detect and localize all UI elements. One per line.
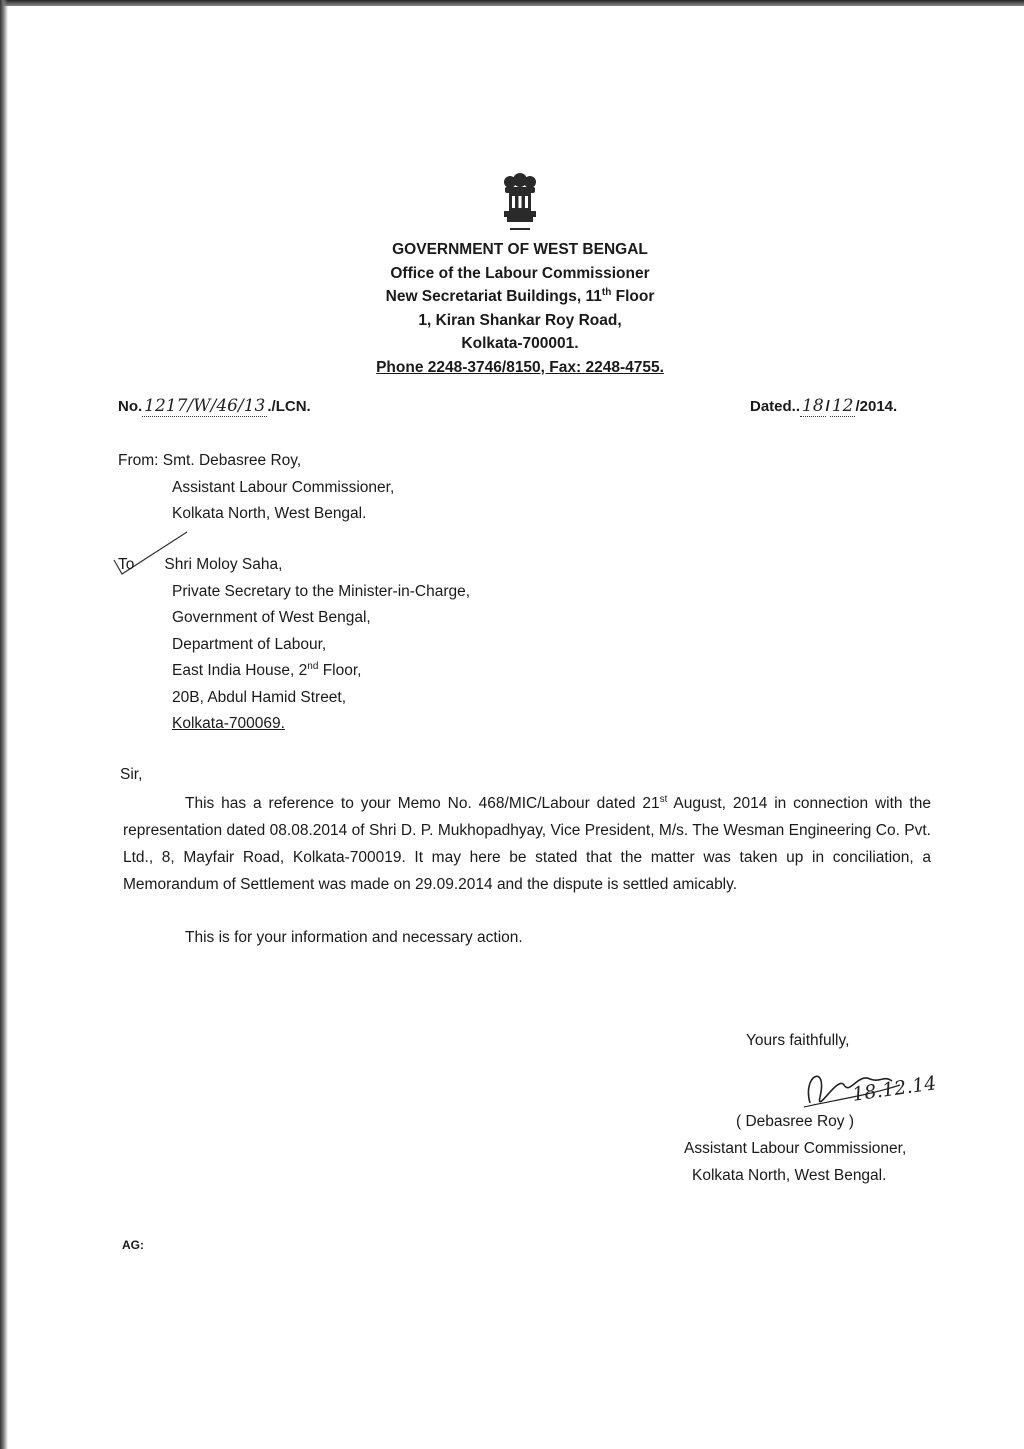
scan-left-edge — [0, 0, 8, 1449]
to-building — [118, 658, 470, 685]
from-location: Kolkata North, West Bengal. — [172, 505, 367, 522]
salutation: Sir, — [120, 766, 143, 783]
reference-number-prefix: No. — [118, 398, 143, 415]
to-label: To — [118, 556, 135, 573]
to-department: Department of Labour, — [172, 635, 327, 653]
from-block — [118, 448, 394, 528]
to-designation: Private Secretary to the Minister-in-Charge, — [172, 582, 471, 600]
letterhead-city: Kolkata-700001. — [461, 335, 579, 352]
to-city-wrap — [118, 711, 470, 738]
to-building-sup: nd — [307, 660, 319, 672]
closing-title: Assistant Labour Commissioner, — [684, 1140, 907, 1157]
body-paragraph-1 — [123, 790, 931, 898]
closing-yours: Yours faithfully, — [746, 1032, 850, 1049]
reference-number-suffix: ./LCN. — [267, 398, 311, 415]
scan-top-edge — [0, 0, 1024, 6]
letterhead-building-text: New Secretariat Buildings, 11 — [385, 288, 602, 305]
from-designation: Assistant Labour Commissioner, — [172, 478, 395, 496]
closing-place: Kolkata North, West Bengal. — [692, 1167, 887, 1184]
footer-initials: AG: — [122, 1238, 144, 1252]
to-block — [118, 552, 470, 738]
to-city: Kolkata-700069. — [172, 715, 285, 732]
reference-date-prefix: Dated.. — [750, 398, 801, 415]
letterhead-phone-fax: Phone 2248-3746/8150, Fax: 2248-4755. — [376, 358, 664, 376]
letterhead-building — [300, 285, 740, 309]
reference-date-year: /2014. — [855, 398, 898, 415]
letterhead-road: 1, Kiran Shankar Roy Road, — [418, 311, 622, 329]
body-paragraph-1-rest: August, 2014 in connection with the representation dated 08.08.2014 of Shri D. P. Mukhopadhyay, Vice President, M/s. The Wesman Engineering Co. Pvt. Ltd., 8, Mayfair Road, Kolkata-700019. It may here be stated that the matter was taken up in conciliation, a Memorandum of Settlement was made on 29.09.2014 and the dispute is settled amicably. — [123, 795, 931, 893]
body-paragraph-1-sup: st — [659, 793, 668, 805]
reference-number — [118, 396, 311, 416]
reference-date — [750, 396, 897, 416]
letterhead-government: GOVERNMENT OF WEST BENGAL — [392, 241, 648, 258]
to-street: 20B, Abdul Hamid Street, — [172, 688, 347, 706]
from-name: From: Smt. Debasree Roy, — [118, 452, 302, 469]
letterhead-building-floor: Floor — [611, 288, 655, 305]
reference-date-month: 12 — [831, 396, 854, 416]
to-name: Shri Moloy Saha, — [164, 556, 283, 573]
to-first-line — [118, 552, 470, 579]
reference-date-day: 18 — [802, 396, 824, 416]
to-building-floor: Floor, — [318, 662, 362, 679]
body-paragraph-1-start: This has a reference to your Memo No. 468/MIC/Labour dated 21 — [185, 795, 660, 812]
signature-date: 18.12.14 — [850, 1072, 938, 1106]
body-paragraph-2: This is for your information and necessary action. — [185, 929, 523, 946]
state-emblem-icon — [496, 172, 544, 234]
letterhead-building-sup: th — [601, 286, 612, 298]
to-government: Government of West Bengal, — [172, 609, 371, 626]
closing-name: ( Debasree Roy ) — [736, 1113, 855, 1130]
to-building-text: East India House, 2 — [172, 662, 308, 679]
reference-date-separator: / — [825, 398, 830, 415]
letterhead-office: Office of the Labour Commissioner — [390, 264, 650, 282]
reference-number-handwritten: 1217/W/46/13 — [144, 396, 266, 416]
letter-body — [123, 790, 931, 951]
letterhead — [300, 238, 740, 379]
